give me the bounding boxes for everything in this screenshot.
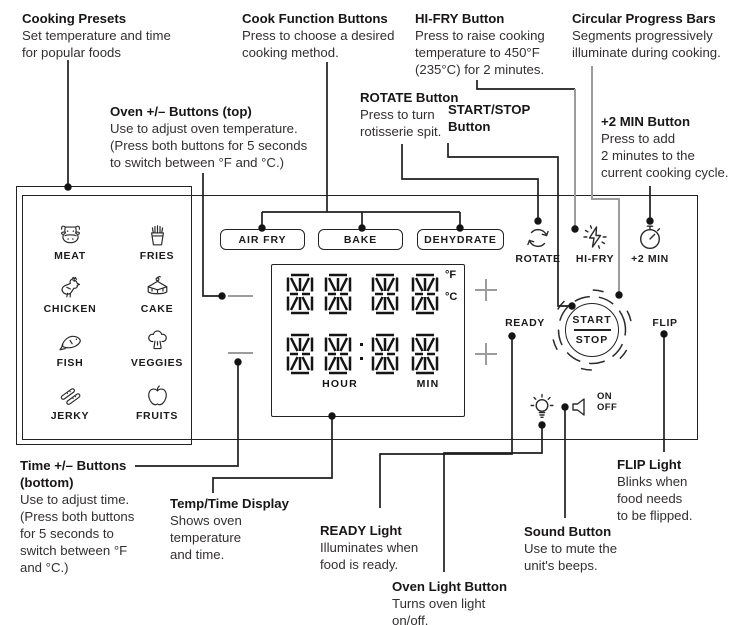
display-colon-dot — [360, 343, 363, 346]
start-stop-button[interactable] — [565, 303, 619, 357]
temp-time-display — [271, 264, 465, 417]
stopwatch-icon — [635, 222, 665, 252]
display-colon-dot — [360, 357, 363, 360]
dehydrate-button[interactable]: DEHYDRATE — [417, 229, 504, 250]
cake-icon — [124, 275, 190, 302]
annotation-flip-light: FLIP Light Blinks when food needs to be flipped. — [617, 457, 693, 523]
annotation-circular-progress-bars: Circular Progress Bars Segments progressively illuminate during cooking. — [572, 11, 721, 60]
display-digit — [324, 273, 352, 315]
display-digit — [286, 273, 314, 315]
annotation-rotate-button: ROTATE Button Press to turn rotisserie spit. — [360, 90, 459, 139]
annotation-time-buttons: Time +/– Buttons (bottom) Use to adjust time. (Press both buttons for 5 seconds to switch between °F and °C.) — [20, 458, 135, 575]
annotation-oven-buttons: Oven +/– Buttons (top) Use to adjust oven temperature. (Press both buttons for 5 seconds to switch between °F and °C.) — [110, 104, 308, 170]
start-stop-divider — [574, 329, 611, 331]
display-digit — [371, 333, 399, 375]
preset-cake[interactable] — [124, 275, 190, 315]
celsius-label: °C — [445, 291, 458, 303]
preset-veggies[interactable] — [124, 329, 190, 369]
oven-minus-button[interactable] — [228, 295, 253, 297]
annotation-temp-time-display: Temp/Time Display Shows oven temperature and time. — [170, 496, 289, 562]
stop-label: STOP — [575, 333, 609, 346]
annotation-plus-2-min-button: +2 MIN Button Press to add 2 minutes to the current cooking cycle. — [601, 114, 729, 180]
rotate-label: ROTATE — [515, 253, 561, 265]
hi-fry-button[interactable] — [580, 222, 610, 252]
oven-light-button[interactable] — [527, 392, 557, 422]
display-digit — [324, 333, 352, 375]
preset-fruits[interactable] — [124, 382, 190, 422]
oven-plus-button-v[interactable] — [485, 279, 487, 301]
rotate-button[interactable] — [523, 223, 553, 253]
preset-label: FRUITS — [135, 410, 179, 422]
preset-jerky[interactable] — [37, 382, 103, 422]
speaker-icon — [569, 394, 595, 420]
annotation-sound-button: Sound Button Use to mute the unit's beeps. — [524, 524, 618, 573]
fish-icon — [37, 329, 103, 356]
display-digit — [286, 333, 314, 375]
sound-button[interactable] — [569, 394, 595, 420]
flip-light-label: FLIP — [652, 317, 678, 329]
preset-label: FISH — [56, 357, 84, 369]
broccoli-icon — [124, 329, 190, 356]
time-plus-button-v[interactable] — [485, 343, 487, 365]
sound-on-off-label: ON OFF — [597, 391, 618, 413]
annotation-oven-light-button: Oven Light Button Turns oven light on/off. — [392, 579, 508, 625]
start-label: START — [572, 314, 612, 327]
annotation-cook-function-buttons: Cook Function Buttons Press to choose a desired cooking method. — [242, 11, 395, 60]
bake-button[interactable]: BAKE — [318, 229, 403, 250]
min-label: MIN — [416, 378, 440, 390]
preset-chicken[interactable] — [37, 275, 103, 315]
preset-label: JERKY — [50, 410, 90, 422]
annotation-ready-light: READY Light Illuminates when food is ready. — [320, 523, 419, 572]
plus-2-min-button[interactable] — [635, 222, 665, 252]
rotate-icon — [523, 223, 553, 253]
air-fry-button[interactable]: AIR FRY — [220, 229, 305, 250]
annotation-hi-fry-button: HI-FRY Button Press to raise cooking temperature to 450°F (235°C) for 2 minutes. — [415, 11, 545, 77]
display-digit — [411, 333, 439, 375]
time-minus-button[interactable] — [228, 352, 253, 354]
ready-light-label: READY — [505, 317, 545, 329]
preset-label: FRIES — [139, 250, 175, 262]
cow-icon — [37, 222, 103, 249]
preset-label: CHICKEN — [43, 303, 97, 315]
annotation-cooking-presets: Cooking Presets Set temperature and time for popular foods — [22, 11, 171, 60]
light-bulb-icon — [527, 392, 557, 422]
preset-label: VEGGIES — [130, 357, 184, 369]
hi-fry-icon — [580, 222, 610, 252]
preset-label: MEAT — [54, 250, 86, 262]
display-digit — [371, 273, 399, 315]
jerky-icon — [37, 382, 103, 409]
hour-label: HOUR — [322, 378, 358, 390]
plus-2-min-label: +2 MIN — [631, 253, 669, 265]
preset-fish[interactable] — [37, 329, 103, 369]
fries-icon — [124, 222, 190, 249]
preset-fries[interactable] — [124, 222, 190, 262]
annotation-start-stop-button: START/STOP Button — [448, 102, 531, 134]
apple-icon — [124, 382, 190, 409]
display-digit — [411, 273, 439, 315]
chicken-icon — [37, 275, 103, 302]
preset-label: CAKE — [140, 303, 174, 315]
fahrenheit-label: °F — [445, 269, 457, 281]
preset-meat[interactable] — [37, 222, 103, 262]
hi-fry-label: HI-FRY — [575, 253, 615, 265]
